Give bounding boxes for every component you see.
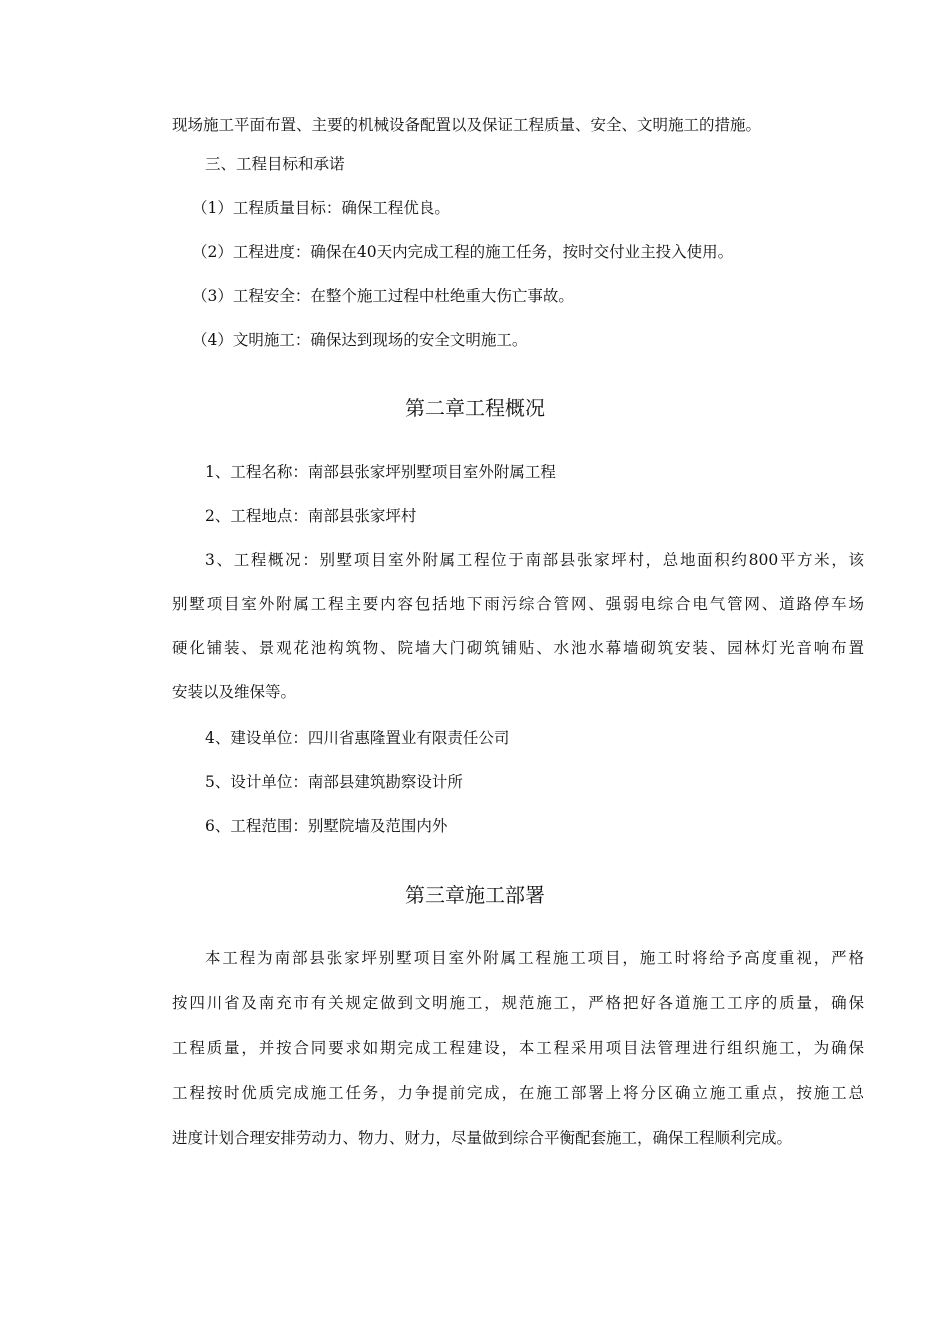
goal-item: （3）工程安全：在整个施工过程中杜绝重大伤亡事故。 [192,287,574,305]
overview-item: 6、工程范围：别墅院墙及范围内外 [205,817,448,835]
intro-line: 现场施工平面布置、主要的机械设备配置以及保证工程质量、安全、文明施工的措施。 [172,116,762,134]
chapter-heading: 第二章工程概况 [405,396,545,420]
overview-item: 2、工程地点：南部县张家坪村 [205,507,417,525]
overview-paragraph-line: 硬化铺装、景观花池构筑物、院墙大门砌筑铺贴、水池水幕墙砌筑安装、园林灯光音响布置 [172,639,864,657]
overview-item: 1、工程名称：南部县张家坪别墅项目室外附属工程 [205,463,556,481]
chapter-heading: 第三章施工部署 [405,883,545,907]
deployment-paragraph-line: 本工程为南部县张家坪别墅项目室外附属工程施工项目，施工时将给予高度重视，严格 [205,949,864,967]
goal-item: （2）工程进度：确保在40天内完成工程的施工任务，按时交付业主投入使用。 [192,243,734,261]
deployment-paragraph-line: 工程质量，并按合同要求如期完成工程建设，本工程采用项目法管理进行组织施工，为确保 [172,1039,864,1057]
deployment-paragraph-line: 工程按时优质完成施工任务，力争提前完成，在施工部署上将分区确立施工重点，按施工总 [172,1084,864,1102]
goal-item: （4）文明施工：确保达到现场的安全文明施工。 [192,331,528,349]
overview-paragraph-line: 安装以及维保等。 [172,683,297,701]
overview-item: 5、设计单位：南部县建筑勘察设计所 [205,773,463,791]
overview-paragraph-line: 别墅项目室外附属工程主要内容包括地下雨污综合管网、强弱电综合电气管网、道路停车场 [172,595,864,613]
overview-paragraph-line: 3、工程概况：别墅项目室外附属工程位于南部县张家坪村，总地面积约800平方米，该 [205,551,864,569]
deployment-paragraph-line: 进度计划合理安排劳动力、物力、财力，尽量做到综合平衡配套施工，确保工程顺利完成。 [172,1129,793,1147]
goal-item: （1）工程质量目标：确保工程优良。 [192,199,450,217]
section-title: 三、工程目标和承诺 [205,155,345,173]
overview-item: 4、建设单位：四川省惠隆置业有限责任公司 [205,729,510,747]
deployment-paragraph-line: 按四川省及南充市有关规定做到文明施工，规范施工，严格把好各道施工工序的质量，确保 [172,994,864,1012]
